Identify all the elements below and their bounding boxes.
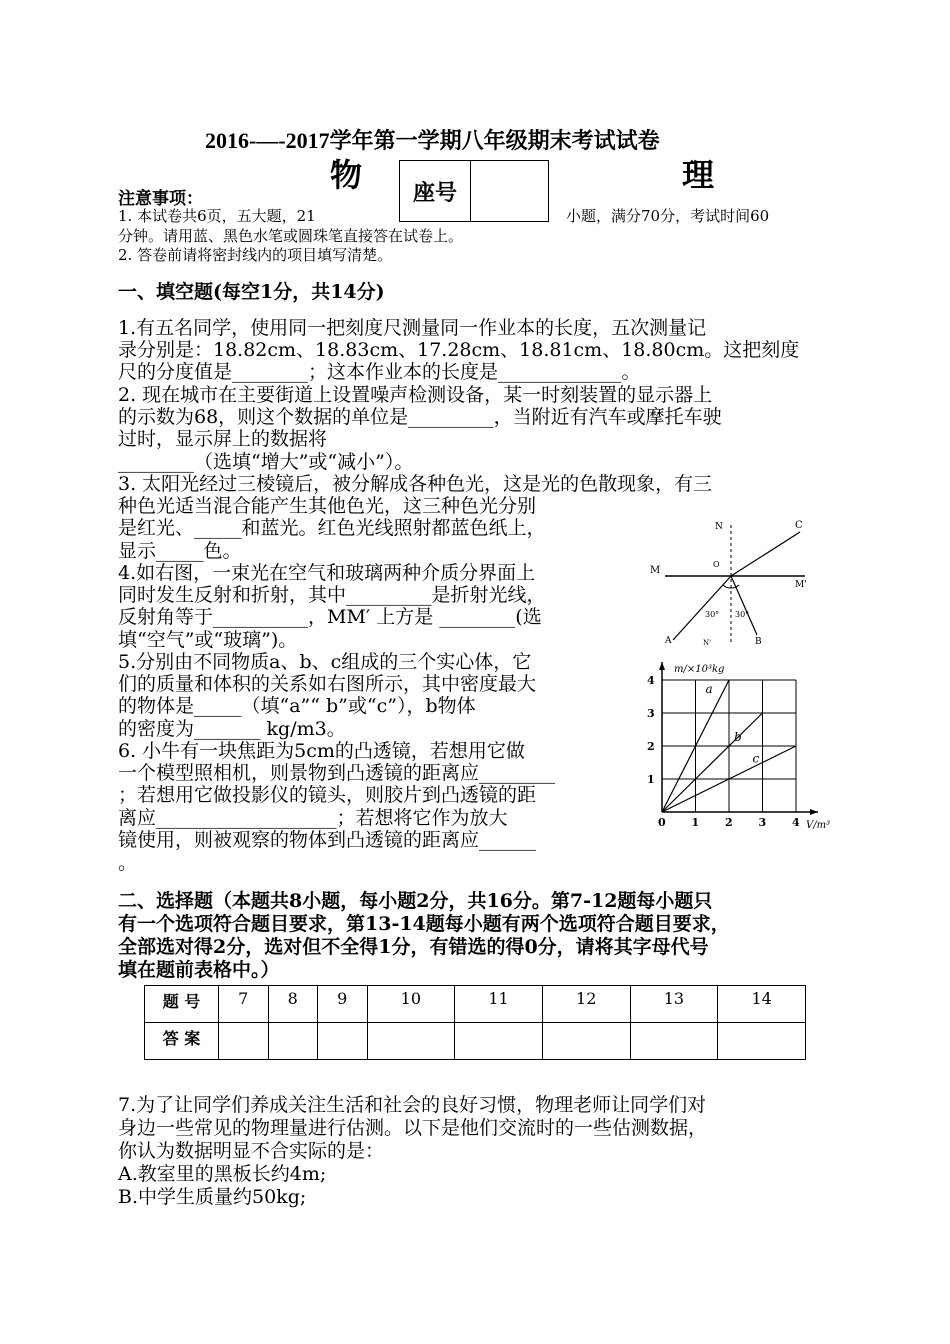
question7-option: B.中学生质量约50kg; [118, 1186, 307, 1208]
section1-line: ________（选填“增大”或“减小”）。 [118, 451, 414, 473]
question7-option: A.教室里的黑板长约4m; [118, 1163, 327, 1185]
section2-heading-line: 有一个选项符合题目要求，第13-14题每小题有两个选项符合题目要求， [118, 913, 730, 935]
section1-line: 同时发生反射和折射，其中_________是折射光线， [118, 584, 546, 606]
notes-line3: 2. 答卷前请将密封线内的项目填写清楚。 [118, 246, 393, 264]
y-tick-label: 3 [647, 707, 655, 720]
section1-line: 是红光、_____和蓝光。红色光线照射都蓝色纸上， [118, 517, 546, 539]
answer-table [144, 985, 806, 1060]
y-tick-label: 2 [647, 740, 655, 753]
ray-oa [673, 576, 731, 640]
section1-line: 一个模型照相机，则景物到凸透镜的距离应________ [118, 762, 556, 784]
label-m: M [650, 565, 661, 576]
section1-line: 3. 太阳光经过三棱镜后，被分解成各种色光，这是光的色散现象，有三 [118, 473, 713, 495]
section1-line: 尺的分度值是________；这本作业本的长度是_____________。 [118, 361, 641, 383]
seat-label: 座号 [400, 161, 471, 221]
section1-line: 们的质量和体积的关系如右图所示，其中密度最大 [118, 673, 537, 695]
notes-heading: 注意事项： [118, 189, 203, 209]
mass-volume-chart [640, 645, 840, 835]
row-label-answer: 答 案 [145, 1023, 219, 1060]
subject-left: 物 [330, 156, 363, 194]
answer-cell[interactable] [367, 1023, 455, 1060]
label-m-prime: M' [795, 580, 807, 590]
table-number-13: 13 [630, 986, 718, 1023]
label-c: C [795, 520, 803, 531]
table-number-11: 11 [455, 986, 543, 1023]
section1-line: 。 [118, 852, 138, 874]
label-a: A [665, 636, 672, 646]
section1-line: 显示_____色。 [118, 540, 242, 562]
table-number-10: 10 [367, 986, 455, 1023]
series-line-b [662, 713, 763, 812]
series-label-b: b [734, 730, 742, 745]
y-axis-label: m/×10³kg [674, 664, 725, 675]
x-tick-label: 0 [658, 816, 666, 829]
section1-line: 镜使用，则被观察的物体到凸透镜的距离应______ [118, 829, 537, 851]
question7-stem-line: 你认为数据明显不合实际的是： [118, 1140, 385, 1162]
y-tick-label: 4 [647, 674, 655, 687]
section1-line: 6. 小牛有一块焦距为5cm的凸透镜，若想用它做 [118, 740, 525, 762]
answer-cell[interactable] [219, 1023, 269, 1060]
series-label-c: c [752, 751, 760, 766]
table-number-14: 14 [718, 986, 806, 1023]
section1-line: 4.如右图，一束光在空气和玻璃两种介质分界面上 [118, 562, 536, 584]
question7-stem-line: 身边一些常见的物理量进行估测。以下是他们交流时的一些估测数据， [118, 1117, 708, 1139]
question7-stem-line: 7.为了让同学们养成关注生活和社会的良好习惯，物理老师让同学们对 [118, 1094, 707, 1116]
y-axis-arrow [659, 662, 665, 670]
ray-ob [731, 576, 757, 635]
notes-line2: 分钟。请用蓝、黑色水笔或圆珠笔直接答在试卷上。 [118, 227, 464, 245]
answer-cell[interactable] [268, 1023, 318, 1060]
section1-line: 5.分别由不同物质a、b、c组成的三个实心体，它 [118, 651, 532, 673]
seat-value[interactable] [471, 161, 548, 221]
table-number-8: 8 [268, 986, 318, 1023]
notes-line1a: 1. 本试卷共6页，五大题，21 [118, 207, 316, 225]
section2-heading-line: 全部选对得2分，选对但不全得1分，有错选的得0分，请将其字母代号 [118, 936, 709, 958]
row-label-number: 题 号 [145, 986, 219, 1023]
label-angle1: 30° [705, 610, 720, 619]
table-number-7: 7 [219, 986, 269, 1023]
section1-line: 离应___________________；若想将它作为放大 [118, 807, 508, 829]
label-b: B [755, 637, 762, 647]
series-label-a: a [705, 682, 713, 697]
section1-line: 填“空气”或“玻璃”)。 [118, 629, 298, 651]
section1-line: 的示数为68，则这个数据的单位是_________，当附近有汽车或摩托车驶 [118, 406, 722, 428]
x-axis-label: V/m³ [806, 820, 831, 831]
light-reflection-figure [645, 515, 835, 650]
label-o: O [713, 560, 720, 569]
x-tick-label: 4 [792, 816, 800, 829]
label-n-prime: N' [703, 639, 712, 647]
x-axis-arrow [810, 809, 818, 815]
answer-cell[interactable] [630, 1023, 718, 1060]
section1-heading: 一、填空题(每空1分，共14分) [118, 281, 385, 303]
answer-cell[interactable] [718, 1023, 806, 1060]
ray-oc [731, 532, 800, 576]
label-angle2: 30° [735, 610, 750, 619]
section1-line: 的物体是_____（填“a”“ b”或“c”），b物体 [118, 695, 476, 717]
y-tick-label: 1 [647, 773, 655, 786]
section2-heading-line: 填在题前表格中。） [118, 959, 280, 981]
x-tick-label: 1 [691, 816, 700, 829]
section1-line: 的密度为_______ kg/m3。 [118, 718, 346, 740]
section1-line: 反射角等于__________，MM′ 上方是 ________(选 [118, 606, 542, 628]
x-tick-label: 2 [725, 816, 733, 829]
section1-line: 2. 现在城市在主要街道上设置噪声检测设备，某一时刻装置的显示器上 [118, 384, 713, 406]
section2-heading-line: 二、选择题（本题共8小题，每小题2分，共16分。第7-12题每小题只 [118, 890, 713, 912]
table-number-12: 12 [542, 986, 630, 1023]
section1-line: 种色光适当混合能产生其他色光，这三种色光分别 [118, 495, 537, 517]
exam-title: 2016-—-2017学年第一学期八年级期末考试试卷 [205, 128, 660, 153]
table-number-9: 9 [318, 986, 368, 1023]
answer-cell[interactable] [318, 1023, 368, 1060]
section1-line: 录分别是：18.82cm、18.83cm、17.28cm、18.81cm、18.80cm。这把刻度 [118, 339, 800, 361]
notes-line1b: 小题，满分70分，考试时间60 [566, 207, 770, 225]
label-n: N [715, 522, 723, 532]
x-tick-label: 3 [758, 816, 767, 829]
section1-line: ；若想用它做投影仪的镜头，则胶片到凸透镜的距 [118, 784, 537, 806]
seat-number-box[interactable] [399, 160, 549, 222]
section1-line: 过时，显示屏上的数据将 [118, 428, 328, 450]
subject-right: 理 [682, 156, 715, 194]
answer-cell[interactable] [455, 1023, 543, 1060]
answer-cell[interactable] [542, 1023, 630, 1060]
section1-line: 1.有五名同学，使用同一把刻度尺测量同一作业本的长度，五次测量记 [118, 317, 707, 339]
